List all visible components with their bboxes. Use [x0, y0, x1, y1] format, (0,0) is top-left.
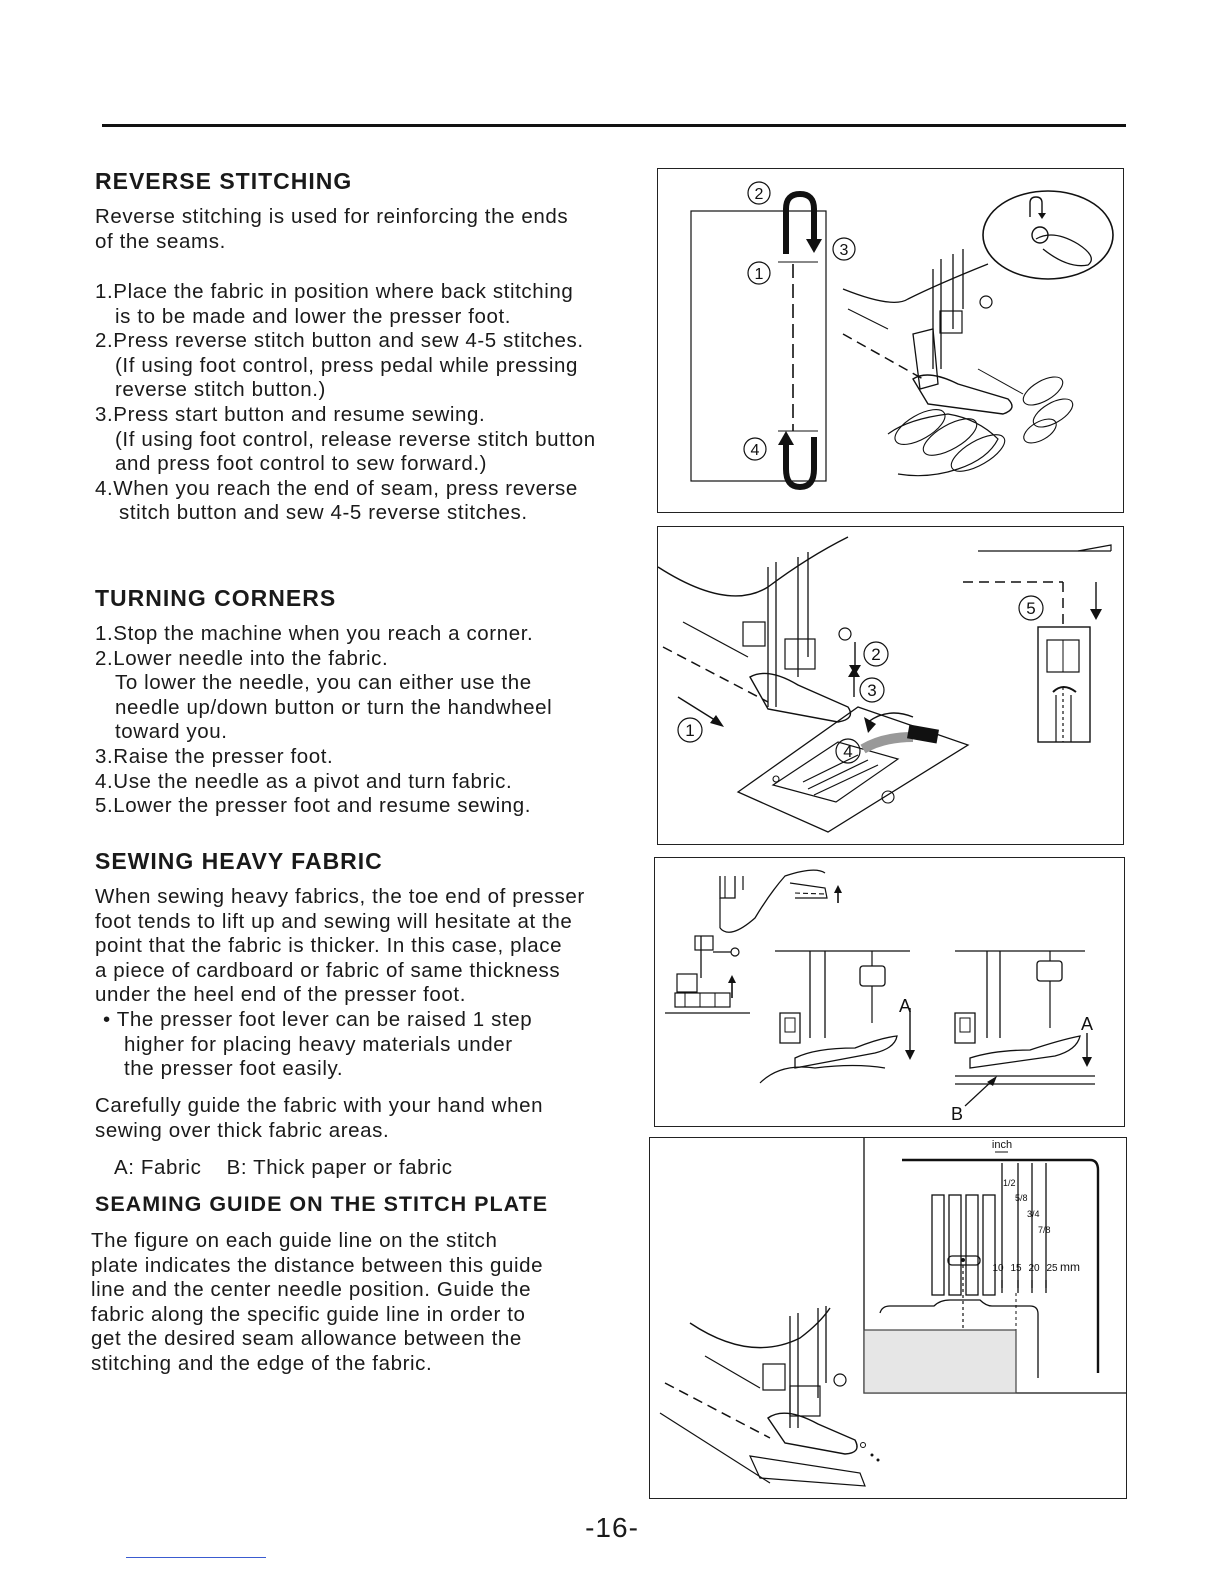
reverse-stitching-steps — [95, 280, 655, 526]
heavy-fig-label-a1: A — [898, 996, 912, 1016]
corner-fig-label-1: 1 — [685, 721, 695, 740]
step-4: 4.When you reach the end of seam, press reverse stitch button and sew 4-5 reverse stitches. — [95, 476, 578, 525]
step-3: 3.Press start button and resume sewing. (If using foot control, release reverse stitch button and press foot control to sew forward.) — [95, 402, 596, 476]
heavy-fig-label-b: B — [950, 1104, 964, 1124]
seam-label-15mm: 15 — [1010, 1263, 1022, 1274]
heavy-fabric-guide-text: Carefully guide the fabric with your hand when sewing over thick fabric areas. — [95, 1094, 544, 1142]
corner-step-3: 3.Raise the presser foot. — [95, 744, 334, 768]
seaming-guide-body: The figure on each guide line on the stitch plate indicates the distance between this guide line and the center needle position. Guide the fabric along the specific guide line in order to get the desired seam allowance between the stitching and the edge of the fabric. — [91, 1229, 544, 1375]
fig-label-3: 3 — [839, 242, 849, 259]
seam-label-five-eighths: 5/8 — [1015, 1193, 1028, 1203]
seam-label-three-quarters: 3/4 — [1027, 1209, 1040, 1219]
corner-step-4: 4.Use the needle as a pivot and turn fabric. — [95, 769, 513, 793]
turning-corners-figure — [657, 526, 1124, 845]
seam-label-mm-unit: mm — [1060, 1260, 1080, 1274]
reverse-stitching-heading: REVERSE STITCHING — [95, 168, 353, 194]
turning-corners-steps — [95, 622, 655, 819]
corner-fig-label-5: 5 — [1026, 599, 1036, 618]
corner-fig-label-4: 4 — [843, 742, 853, 761]
seam-label-half: 1/2 — [1003, 1178, 1016, 1188]
seam-label-20mm: 20 — [1028, 1263, 1040, 1274]
fig-label-1: 1 — [754, 266, 764, 283]
heavy-fabric-heading: SEWING HEAVY FABRIC — [95, 848, 383, 874]
reverse-stitching-figure — [657, 168, 1124, 513]
corner-step-5: 5.Lower the presser foot and resume sewing. — [95, 794, 532, 818]
seam-label-inch: inch — [991, 1139, 1013, 1151]
step-2: 2.Press reverse stitch button and sew 4-5 stitches. (If using foot control, press pedal while pressing reverse stitch button.) — [95, 329, 584, 402]
step-1: 1.Place the fabric in position where back stitching is to be made and lower the presser foot. — [95, 280, 574, 328]
corner-step-2: 2.Lower needle into the fabric. To lower the needle, you can either use the needle up/down button or turn the handwheel toward you. — [95, 646, 553, 744]
heavy-fabric-paragraph: When sewing heavy fabrics, the toe end of presser foot tends to lift up and sewing will hesitate at the point that the fabric is thicker. In this case, place a piece of cardboard or fabric of same thickness under the heel end of the presser foot. — [95, 885, 585, 1007]
heavy-fabric-legend: A: Fabric B: Thick paper or fabric — [114, 1156, 453, 1179]
heavy-fabric-bullet: • The presser foot lever can be raised 1 step higher for placing heavy materials under the presser foot easily. — [103, 1008, 533, 1081]
heavy-fig-label-a2: A — [1080, 1014, 1094, 1034]
seam-label-10mm: 10 — [992, 1263, 1004, 1274]
footer-link-underline — [126, 1557, 266, 1558]
turning-corners-heading: TURNING CORNERS — [95, 585, 337, 611]
corner-step-1: 1.Stop the machine when you reach a corner. — [95, 622, 534, 645]
heavy-fabric-figure — [654, 857, 1125, 1127]
seam-label-seven-eighths: 7/8 — [1038, 1225, 1051, 1235]
header-rule — [102, 124, 1126, 127]
fig-label-2: 2 — [754, 186, 764, 203]
seaming-guide-heading: SEAMING GUIDE ON THE STITCH PLATE — [95, 1192, 549, 1216]
corner-fig-label-3: 3 — [867, 681, 877, 700]
fig-label-4: 4 — [750, 442, 760, 459]
reverse-stitching-intro: Reverse stitching is used for reinforcing the ends of the seams. — [95, 205, 569, 253]
seaming-guide-figure — [649, 1137, 1127, 1499]
corner-fig-label-2: 2 — [871, 645, 881, 664]
seam-label-25mm: 25 — [1046, 1263, 1058, 1274]
page-number: -16- — [585, 1512, 639, 1543]
